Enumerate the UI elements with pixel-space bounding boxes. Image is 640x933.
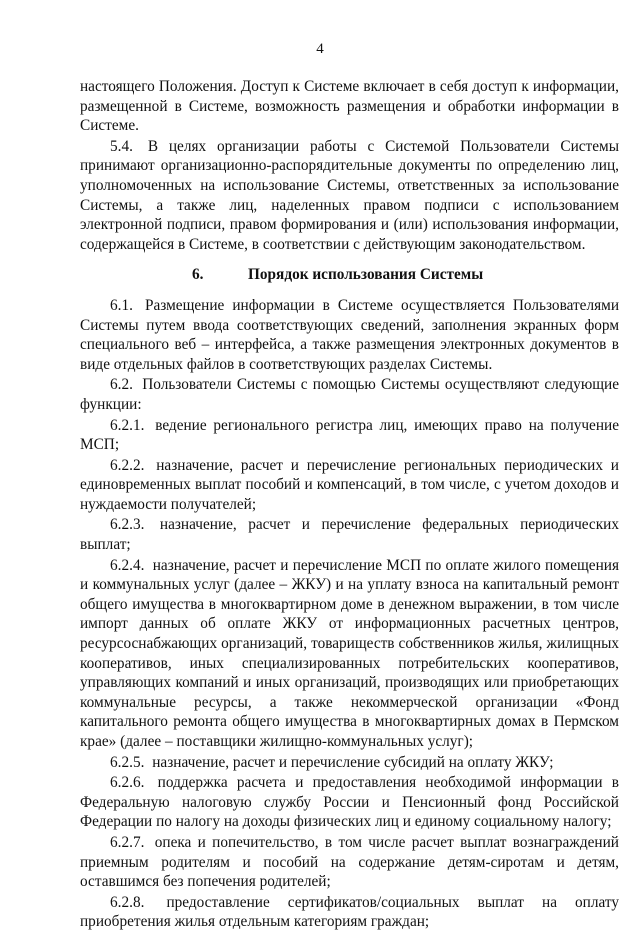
paragraph-6-2-1 [80,416,619,455]
clause-text: Размещение информации в Системе осуществляется Пользователями Системы путем ввода соответствующих сведений, заполнения экранных форм специального веб – интерфейса, а также размещения электронных документов в виде отдельных файлов в соответствующих разделах Системы. [80,296,620,373]
clause-number: 6.2.7. [110,833,145,851]
paragraph-6-2-5 [80,753,619,773]
clause-text: назначение, расчет и перечисление региональных периодических и единовременных выплат пособий и компенсаций, в том числе, с учетом доходов и нуждаемости получателей; [80,456,619,513]
clause-number: 5.4. [110,137,133,155]
clause-number: 6.2.8. [110,893,145,911]
clause-text: назначение, расчет и перечисление МСП по оплате жилого помещения и коммунальных услуг (далее – ЖКУ) и на уплату взноса на капитальный ремонт общего имущества в многоквартирном доме в денежном выражении, в том числе импорт данных об оплате ЖКУ от информационных расчетных центров, ресурсоснабжающих организаций, товариществ собственников жилья, жилищных кооперативов, иных специализированных потребительских кооперативов, управляющих компаний и иных организаций, производящих или приобретающих коммунальные ресурсы, а также некоммерческой организации «Фонд капитального ремонта общего имущества в многоквартирных домах в Пермском крае» (далее – поставщики жилищно-коммунальных услуг); [80,556,619,750]
clause-number: 6.2.1. [110,416,145,434]
document-body [80,77,619,933]
paragraph-6-2-7 [80,833,619,892]
clause-number: 6.2.2. [110,456,145,474]
clause-text: предоставление сертификатов/социальных выплат на оплату приобретения жилья отдельным категориям граждан; [80,893,619,931]
clause-number: 6.2.3. [110,516,145,534]
clause-number: 6.2.4. [110,556,145,574]
clause-text: поддержка расчета и предоставления необходимой информации в Федеральную налоговую службу России и Пенсионный фонд Российской Федерации по налогу на доходы физических лиц и единому социальному налогу; [80,774,619,831]
clause-text: назначение, расчет и перечисление субсидий на оплату ЖКУ; [152,753,554,771]
paragraph-6-2-6 [80,773,619,832]
paragraph-6-2-4 [80,556,619,752]
clause-number: 6.1. [110,296,133,314]
paragraph-6-2-2 [80,456,619,515]
clause-text: назначение, расчет и перечисление федеральных периодических выплат; [80,516,619,554]
paragraph-6-2-8 [80,893,619,932]
clause-number: 6.2.5. [110,753,145,771]
section-title: Порядок использования Системы [248,266,484,284]
paragraph-6-2-3 [80,515,619,554]
clause-number: 6.2. [110,376,133,394]
clause-text: опека и попечительство, в том числе расчет выплат вознаграждений приемным родителям и пособий на содержание детям-сиротам и детям, оставшимся без попечения родителей; [80,833,619,891]
clause-text: Пользователи Системы с помощью Системы осуществляют следующие функции: [80,376,620,413]
clause-text: ведение регионального регистра лиц, имеющих право на получение МСП; [80,416,619,454]
section-number: 6. [192,266,204,284]
section-heading [80,265,619,285]
paragraph-continuation: настоящего Положения. Доступ к Системе включает в себя доступ к информации, размещенной в Системе, возможность размещения и обработки информации в Системе. [80,78,619,135]
paragraph-6-2 [80,375,619,414]
paragraph-5-4 [80,137,619,255]
page-number: 4 [316,41,324,57]
clause-text: В целях организации работы с Системой Пользователи Системы принимают организационно-распорядительные документы по определению лиц, уполномоченных на использование Системы, ответственных за использование Системы, а также лиц, наделенных правом подписи с использованием электронной подписи, правом формирования и (или) использования информации, содержащейся в Системе, в соответствии с действующим законодательством. [80,137,619,253]
clause-number: 6.2.6. [110,774,145,792]
paragraph-6-1 [80,296,619,374]
